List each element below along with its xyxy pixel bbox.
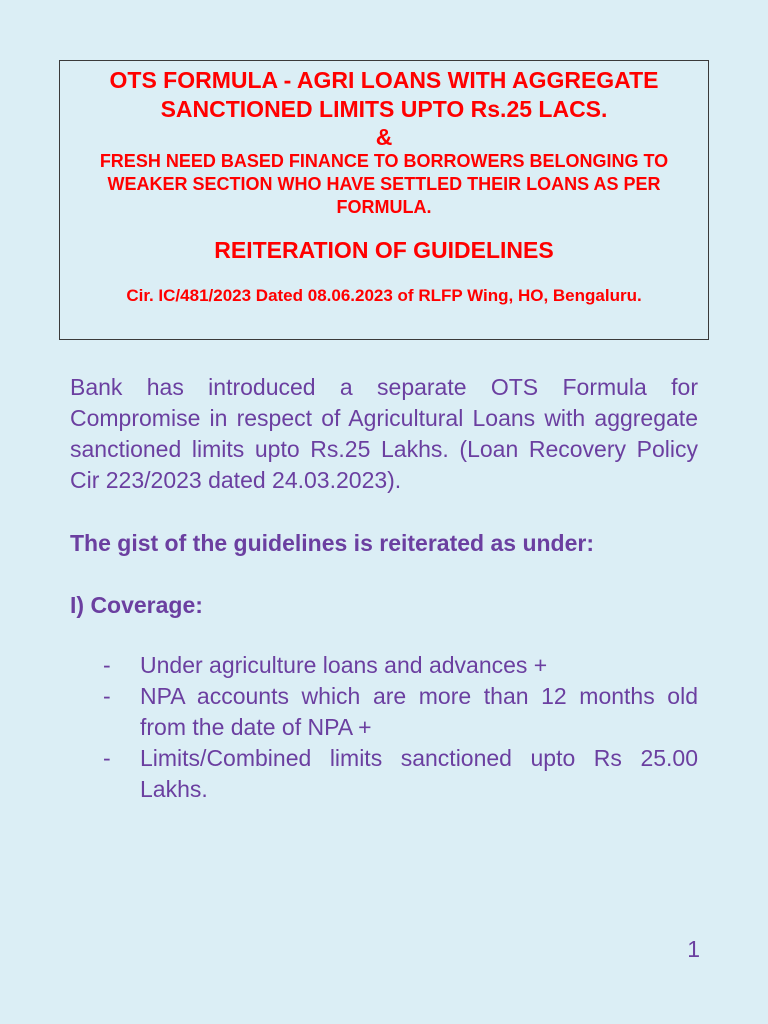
ampersand: & bbox=[375, 124, 393, 150]
reiteration-heading: REITERATION OF GUIDELINES bbox=[214, 237, 554, 263]
list-item bbox=[70, 681, 698, 743]
list-item bbox=[70, 650, 698, 681]
list-item bbox=[70, 743, 698, 805]
bullet-dash: - bbox=[103, 745, 111, 771]
circular-reference: Cir. IC/481/2023 Dated 08.06.2023 of RLFP Wing, HO, Bengaluru. bbox=[126, 286, 642, 305]
coverage-heading: I) Coverage: bbox=[70, 592, 203, 618]
document-title: OTS FORMULA - AGRI LOANS WITH AGGREGATE SANCTIONED LIMITS UPTO Rs.25 LACS. bbox=[109, 67, 659, 122]
bullet-dash: - bbox=[103, 652, 111, 678]
list-item-text: Limits/Combined limits sanctioned upto Rs 25.00 Lakhs. bbox=[140, 745, 698, 802]
list-item-text: NPA accounts which are more than 12 months old from the date of NPA + bbox=[140, 683, 698, 740]
title-box bbox=[59, 60, 709, 340]
bullet-dash: - bbox=[103, 683, 111, 709]
page-number: 1 bbox=[687, 936, 700, 962]
list-item-text: Under agriculture loans and advances + bbox=[140, 652, 548, 678]
document-subtitle: FRESH NEED BASED FINANCE TO BORROWERS BELONGING TO WEAKER SECTION WHO HAVE SETTLED THEIR LOANS AS PER FORMULA. bbox=[99, 151, 669, 217]
intro-paragraph: Bank has introduced a separate OTS Formula for Compromise in respect of Agricultural Loans with aggregate sanctioned limits upto Rs.25 Lakhs. (Loan Recovery Policy Cir 223/2023 dated 24.03.2023). bbox=[70, 374, 698, 493]
coverage-list bbox=[70, 650, 698, 805]
gist-heading: The gist of the guidelines is reiterated as under: bbox=[70, 530, 594, 556]
